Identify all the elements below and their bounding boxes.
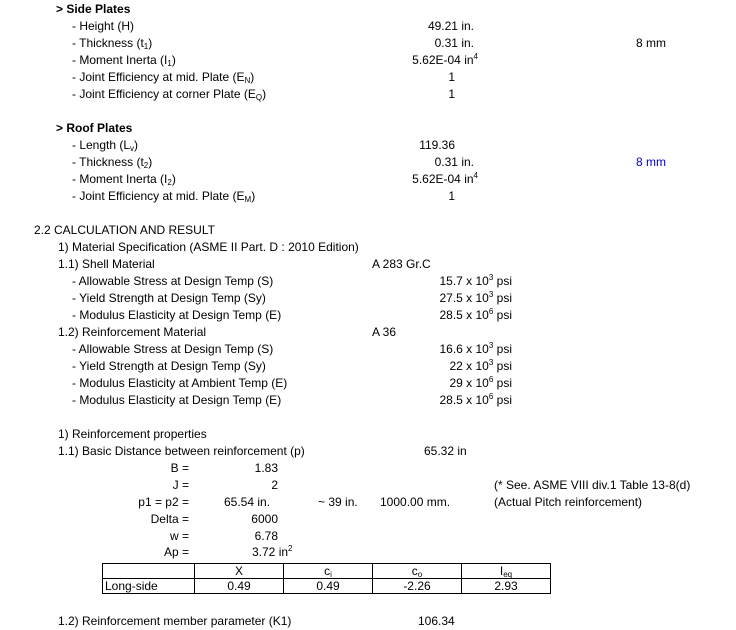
roof-length-value: 119.36 <box>419 138 455 152</box>
table-cell-x: 0.49 <box>195 579 284 594</box>
p-label: p1 = p2 = <box>138 495 189 509</box>
table-row-label: Long-side <box>103 579 195 594</box>
w-label: w = <box>169 529 189 543</box>
b-label: B = <box>170 461 189 475</box>
shell-material-value: A 283 Gr.C <box>372 257 431 271</box>
roof-efficiency-label: - Joint Efficiency at mid. Plate $(E_M)$ <box>72 189 256 204</box>
reinforcement-material-label: 1.2) Reinforcement Material <box>58 325 207 339</box>
side-height-value: 49.21 in. <box>427 19 474 33</box>
side-efficiency-corner-label: - Joint Efficiency at corner Plate $(E_Q)$ <box>72 87 267 102</box>
roof-plates-heading: > Roof Plates <box>56 121 133 135</box>
reinf-row-value: 16.6 x $10^3$ psi <box>439 341 512 356</box>
side-inertia-value: 5.62E-04 $in^4$ <box>412 52 478 67</box>
reinforcement-properties-title: 1) Reinforcement properties <box>58 427 207 441</box>
shell-row-value: 28.5 x $10^6$ psi <box>439 307 512 322</box>
table-cell-co: -2.26 <box>373 579 462 594</box>
reinf-row-value: 28.5 x $10^6$ psi <box>439 392 512 407</box>
table-header-ieq: $I_{eq}$ <box>462 564 551 579</box>
side-height-label: - Height (H) <box>72 19 135 33</box>
actual-pitch-note: (Actual Pitch reinforcement) <box>494 495 643 509</box>
table-cell-ieq: 2.93 <box>462 579 551 594</box>
table-row <box>103 579 551 594</box>
ap-value: 3.72 $in^2$ <box>252 544 293 559</box>
ap-label: Ap = <box>163 545 189 559</box>
basic-distance-label: 1.1) Basic Distance between reinforcement (p) <box>58 444 305 458</box>
side-thickness-mm: 8 mm <box>636 36 666 50</box>
result-table <box>102 563 551 594</box>
side-efficiency-mid-label: - Joint Efficiency at mid. Plate $(E_N)$ <box>72 70 255 85</box>
asme-note: (* See. ASME VIII div.1 Table 13-8(d) <box>494 478 691 492</box>
roof-thickness-label: - Thickness $(t_2)$ <box>72 155 153 170</box>
w-value: 6.78 <box>254 529 278 543</box>
delta-label: Delta = <box>150 512 189 526</box>
side-inertia-label: - Moment Inerta $(I_1)$ <box>72 53 176 68</box>
k1-label: 1.2) Reinforcement member parameter (K1) <box>58 614 292 628</box>
j-value: 2 <box>271 478 278 492</box>
side-thickness-value: 0.31 in. <box>434 36 474 50</box>
b-value: 1.83 <box>254 461 278 475</box>
shell-row-label: - Allowable Stress at Design Temp (S) <box>72 274 274 288</box>
reinf-row-label: - Allowable Stress at Design Temp (S) <box>72 342 274 356</box>
roof-inertia-label: - Moment Inerta $(I_2)$ <box>72 172 176 187</box>
shell-row-value: 15.7 x $10^3$ psi <box>439 273 512 288</box>
reinf-row-label: - Modulus Elasticity at Design Temp (E) <box>72 393 282 407</box>
shell-row-label: - Yield Strength at Design Temp (Sy) <box>72 291 266 305</box>
k1-value: 106.34 <box>418 614 455 628</box>
roof-thickness-mm: 8 mm <box>636 155 666 169</box>
reinf-row-label: - Modulus Elasticity at Ambient Temp (E) <box>72 376 288 390</box>
table-cell-ci: 0.49 <box>284 579 373 594</box>
basic-distance-value: 65.32 in <box>424 444 467 458</box>
shell-row-label: - Modulus Elasticity at Design Temp (E) <box>72 308 282 322</box>
p-value: 65.54 in. <box>224 495 271 509</box>
table-header-row <box>103 564 551 579</box>
calc-title: 2.2 CALCULATION AND RESULT <box>34 223 215 237</box>
p-approx: ~ 39 in. <box>318 495 358 509</box>
side-efficiency-mid-value: 1 <box>448 70 455 84</box>
table-header-co: $c_o$ <box>373 564 462 579</box>
material-spec: 1) Material Specification (ASME II Part. D : 2010 Edition) <box>58 240 359 254</box>
shell-material-label: 1.1) Shell Material <box>58 257 155 271</box>
side-plates-heading: > Side Plates <box>56 2 131 16</box>
side-thickness-label: - Thickness $(t_1)$ <box>72 36 153 51</box>
p-mm: 1000.00 mm. <box>380 495 451 509</box>
roof-efficiency-value: 1 <box>448 189 455 203</box>
table-header-x: X <box>195 564 284 579</box>
roof-length-label: - Length $(L_v)$ <box>72 138 139 153</box>
table-header-empty <box>103 564 195 579</box>
roof-thickness-value: 0.31 in. <box>434 155 474 169</box>
delta-value: 6000 <box>251 512 278 526</box>
shell-row-value: 27.5 x $10^3$ psi <box>439 290 512 305</box>
reinf-row-value: 22 x $10^3$ psi <box>449 358 512 373</box>
side-efficiency-corner-value: 1 <box>448 87 455 101</box>
roof-inertia-value: 5.62E-04 $in^4$ <box>412 171 478 186</box>
table-header-ci: $c_i$ <box>284 564 373 579</box>
reinf-row-label: - Yield Strength at Design Temp (Sy) <box>72 359 266 373</box>
reinf-row-value: 29 x $10^6$ psi <box>449 375 512 390</box>
reinforcement-material-value: A 36 <box>372 325 397 339</box>
j-label: J = <box>172 478 189 492</box>
